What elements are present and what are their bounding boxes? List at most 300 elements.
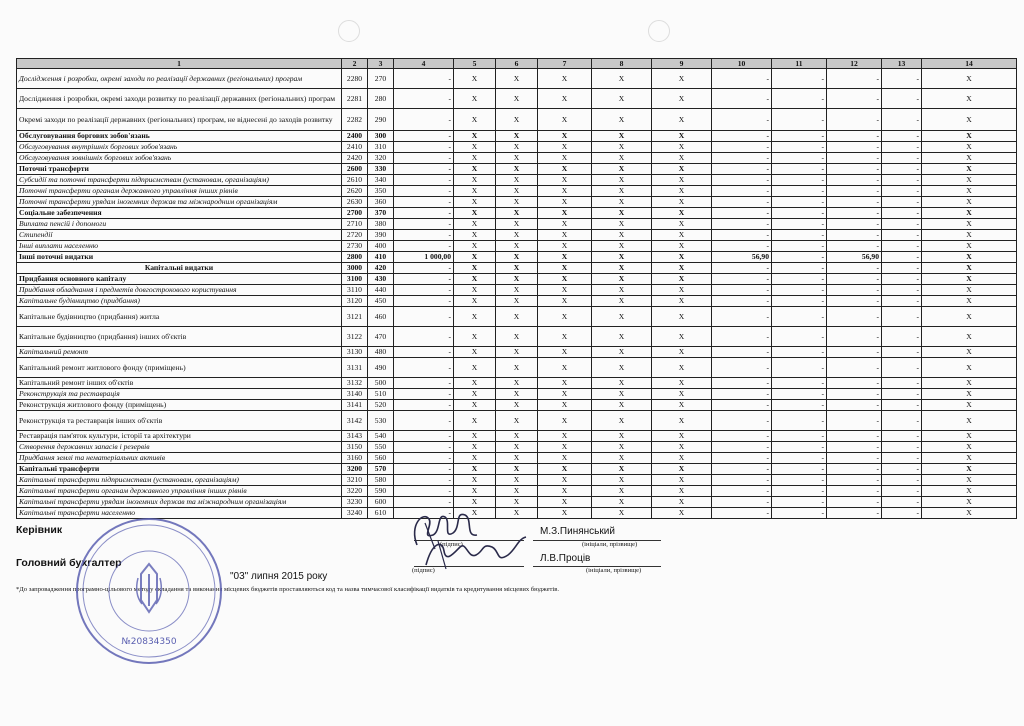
row-cell-col-7: X xyxy=(538,285,592,296)
row-cell-col-4: - xyxy=(394,197,454,208)
table-row xyxy=(17,358,1017,378)
row-cell-col-6: X xyxy=(496,186,538,197)
row-cell-col-6: X xyxy=(496,378,538,389)
row-label: Реконструкція та реставрація xyxy=(17,389,342,400)
row-cell-col-11: - xyxy=(772,453,827,464)
row-cell-col-5: X xyxy=(454,378,496,389)
row-cell-col-10: - xyxy=(712,307,772,327)
row-cell-col-12: - xyxy=(827,389,882,400)
row-cell-col-14: X xyxy=(922,109,1017,131)
row-cell-col-8: X xyxy=(592,307,652,327)
row-cell-col-8: X xyxy=(592,431,652,442)
row-cell-col-2: 2280 xyxy=(342,69,368,89)
row-cell-col-7: X xyxy=(538,453,592,464)
row-cell-col-4: 1 000,00 xyxy=(394,252,454,263)
accountant-name: Л.В.Проців xyxy=(540,553,591,564)
row-cell-col-2: 3220 xyxy=(342,486,368,497)
row-cell-col-6: X xyxy=(496,252,538,263)
row-cell-col-14: X xyxy=(922,431,1017,442)
row-cell-col-2: 2420 xyxy=(342,153,368,164)
row-cell-col-4: - xyxy=(394,431,454,442)
row-cell-col-12: - xyxy=(827,230,882,241)
row-cell-col-7: X xyxy=(538,219,592,230)
row-cell-col-9: X xyxy=(652,197,712,208)
row-cell-col-12: - xyxy=(827,89,882,109)
row-cell-col-5: X xyxy=(454,358,496,378)
row-cell-col-4: - xyxy=(394,175,454,186)
row-cell-col-3: 330 xyxy=(368,164,394,175)
row-cell-col-13: - xyxy=(882,142,922,153)
row-cell-col-14: X xyxy=(922,153,1017,164)
row-cell-col-8: X xyxy=(592,241,652,252)
row-cell-col-2: 2282 xyxy=(342,109,368,131)
row-cell-col-3: 360 xyxy=(368,197,394,208)
row-cell-col-12: - xyxy=(827,142,882,153)
row-cell-col-8: X xyxy=(592,389,652,400)
row-cell-col-5: X xyxy=(454,109,496,131)
row-cell-col-13: - xyxy=(882,475,922,486)
row-cell-col-7: X xyxy=(538,378,592,389)
row-cell-col-9: X xyxy=(652,175,712,186)
row-cell-col-3: 560 xyxy=(368,453,394,464)
row-cell-col-9: X xyxy=(652,389,712,400)
row-cell-col-4: - xyxy=(394,486,454,497)
row-cell-col-2: 3143 xyxy=(342,431,368,442)
row-cell-col-10: - xyxy=(712,442,772,453)
row-cell-col-6: X xyxy=(496,285,538,296)
row-cell-col-11: - xyxy=(772,285,827,296)
row-cell-col-12: - xyxy=(827,241,882,252)
row-cell-col-4: - xyxy=(394,378,454,389)
row-cell-col-3: 450 xyxy=(368,296,394,307)
row-cell-col-7: X xyxy=(538,263,592,274)
row-cell-col-11: - xyxy=(772,274,827,285)
row-cell-col-14: X xyxy=(922,411,1017,431)
accountant-signature-line xyxy=(414,566,524,567)
row-cell-col-5: X xyxy=(454,252,496,263)
table-row xyxy=(17,327,1017,347)
row-cell-col-14: X xyxy=(922,389,1017,400)
row-cell-col-7: X xyxy=(538,197,592,208)
table-row xyxy=(17,186,1017,197)
row-cell-col-5: X xyxy=(454,219,496,230)
row-cell-col-4: - xyxy=(394,508,454,519)
row-cell-col-6: X xyxy=(496,497,538,508)
row-cell-col-10: - xyxy=(712,175,772,186)
row-cell-col-6: X xyxy=(496,109,538,131)
row-cell-col-9: X xyxy=(652,296,712,307)
row-cell-col-13: - xyxy=(882,197,922,208)
row-label: Капітальне будівництво (придбання) житла xyxy=(17,307,342,327)
table-row xyxy=(17,131,1017,142)
row-cell-col-8: X xyxy=(592,109,652,131)
row-cell-col-6: X xyxy=(496,263,538,274)
round-stamp-image xyxy=(74,516,224,666)
expenditure-table xyxy=(16,58,1017,519)
table-row xyxy=(17,153,1017,164)
row-cell-col-3: 410 xyxy=(368,252,394,263)
row-cell-col-5: X xyxy=(454,508,496,519)
table-row xyxy=(17,285,1017,296)
row-cell-col-8: X xyxy=(592,142,652,153)
row-cell-col-8: X xyxy=(592,164,652,175)
row-cell-col-3: 430 xyxy=(368,274,394,285)
row-cell-col-10: - xyxy=(712,453,772,464)
row-cell-col-7: X xyxy=(538,164,592,175)
row-cell-col-13: - xyxy=(882,263,922,274)
row-cell-col-11: - xyxy=(772,230,827,241)
row-cell-col-2: 3120 xyxy=(342,296,368,307)
row-cell-col-12: - xyxy=(827,263,882,274)
row-cell-col-13: - xyxy=(882,252,922,263)
row-cell-col-10: - xyxy=(712,230,772,241)
row-cell-col-6: X xyxy=(496,442,538,453)
row-cell-col-11: - xyxy=(772,389,827,400)
row-cell-col-14: X xyxy=(922,274,1017,285)
row-label: Поточні трансферти xyxy=(17,164,342,175)
row-cell-col-10: - xyxy=(712,109,772,131)
row-cell-col-5: X xyxy=(454,263,496,274)
row-cell-col-6: X xyxy=(496,274,538,285)
row-cell-col-4: - xyxy=(394,241,454,252)
table-row xyxy=(17,508,1017,519)
row-cell-col-6: X xyxy=(496,175,538,186)
row-cell-col-7: X xyxy=(538,497,592,508)
table-row xyxy=(17,431,1017,442)
row-cell-col-4: - xyxy=(394,89,454,109)
row-cell-col-7: X xyxy=(538,347,592,358)
row-label: Капітальне будівництво (придбання) інших об'єктів xyxy=(17,327,342,347)
column-header: 9 xyxy=(652,59,712,69)
table-row xyxy=(17,497,1017,508)
row-cell-col-5: X xyxy=(454,400,496,411)
row-cell-col-12: - xyxy=(827,219,882,230)
row-cell-col-9: X xyxy=(652,219,712,230)
row-cell-col-14: X xyxy=(922,263,1017,274)
row-cell-col-13: - xyxy=(882,296,922,307)
accountant-name-line xyxy=(533,566,661,567)
row-cell-col-13: - xyxy=(882,497,922,508)
row-cell-col-10: - xyxy=(712,464,772,475)
row-cell-col-2: 3240 xyxy=(342,508,368,519)
row-cell-col-11: - xyxy=(772,186,827,197)
row-cell-col-4: - xyxy=(394,164,454,175)
row-cell-col-3: 600 xyxy=(368,497,394,508)
row-label: Обслуговування внутрішніх боргових зобов'язань xyxy=(17,142,342,153)
table-row xyxy=(17,241,1017,252)
row-cell-col-11: - xyxy=(772,197,827,208)
row-cell-col-13: - xyxy=(882,358,922,378)
row-cell-col-3: 460 xyxy=(368,307,394,327)
row-cell-col-14: X xyxy=(922,442,1017,453)
row-cell-col-13: - xyxy=(882,164,922,175)
row-cell-col-10: - xyxy=(712,186,772,197)
row-cell-col-10: - xyxy=(712,274,772,285)
row-cell-col-13: - xyxy=(882,431,922,442)
row-cell-col-10: - xyxy=(712,219,772,230)
row-cell-col-11: - xyxy=(772,347,827,358)
row-cell-col-14: X xyxy=(922,497,1017,508)
table-row xyxy=(17,400,1017,411)
row-label: Створення державних запасів і резервів xyxy=(17,442,342,453)
row-cell-col-12: - xyxy=(827,208,882,219)
row-cell-col-3: 530 xyxy=(368,411,394,431)
row-cell-col-10: - xyxy=(712,475,772,486)
table-row xyxy=(17,475,1017,486)
row-label: Реконструкція житлового фонду (приміщень) xyxy=(17,400,342,411)
row-cell-col-8: X xyxy=(592,208,652,219)
row-cell-col-2: 3131 xyxy=(342,358,368,378)
row-cell-col-4: - xyxy=(394,69,454,89)
row-cell-col-5: X xyxy=(454,186,496,197)
row-cell-col-12: - xyxy=(827,400,882,411)
row-cell-col-8: X xyxy=(592,378,652,389)
table-row xyxy=(17,142,1017,153)
row-cell-col-4: - xyxy=(394,230,454,241)
footnote: *До запровадження програмно-цільового методу складання та виконання місцевих бюджетів проставляються код та назва тимчасової класифікації видатків та кредитування місцевих бюджетів. xyxy=(16,586,559,593)
row-cell-col-11: - xyxy=(772,411,827,431)
row-cell-col-13: - xyxy=(882,486,922,497)
row-cell-col-6: X xyxy=(496,453,538,464)
row-cell-col-9: X xyxy=(652,411,712,431)
director-name-line xyxy=(533,540,661,541)
row-cell-col-11: - xyxy=(772,69,827,89)
row-cell-col-11: - xyxy=(772,109,827,131)
row-label: Дослідження і розробки, окремі заходи розвитку по реалізації державних (регіональних) програм xyxy=(17,89,342,109)
row-cell-col-9: X xyxy=(652,486,712,497)
row-cell-col-4: - xyxy=(394,327,454,347)
row-cell-col-5: X xyxy=(454,69,496,89)
row-cell-col-10: - xyxy=(712,389,772,400)
row-cell-col-11: - xyxy=(772,296,827,307)
row-cell-col-2: 3230 xyxy=(342,497,368,508)
row-cell-col-5: X xyxy=(454,431,496,442)
row-cell-col-3: 550 xyxy=(368,442,394,453)
expenditure-report-sheet xyxy=(16,58,1016,519)
row-cell-col-12: - xyxy=(827,109,882,131)
row-cell-col-3: 370 xyxy=(368,208,394,219)
row-cell-col-5: X xyxy=(454,153,496,164)
row-cell-col-2: 3200 xyxy=(342,464,368,475)
row-cell-col-2: 3130 xyxy=(342,347,368,358)
row-cell-col-13: - xyxy=(882,131,922,142)
row-cell-col-7: X xyxy=(538,252,592,263)
row-cell-col-8: X xyxy=(592,230,652,241)
row-cell-col-11: - xyxy=(772,442,827,453)
row-cell-col-10: - xyxy=(712,285,772,296)
column-header: 7 xyxy=(538,59,592,69)
row-cell-col-3: 340 xyxy=(368,175,394,186)
row-cell-col-4: - xyxy=(394,274,454,285)
row-label: Реставрація пам'яток культури, історії та архітектури xyxy=(17,431,342,442)
row-cell-col-12: - xyxy=(827,431,882,442)
column-header: 12 xyxy=(827,59,882,69)
row-cell-col-10: - xyxy=(712,153,772,164)
row-cell-col-6: X xyxy=(496,197,538,208)
row-cell-col-8: X xyxy=(592,274,652,285)
row-cell-col-4: - xyxy=(394,142,454,153)
row-cell-col-9: X xyxy=(652,358,712,378)
row-cell-col-9: X xyxy=(652,497,712,508)
row-cell-col-11: - xyxy=(772,252,827,263)
row-cell-col-13: - xyxy=(882,230,922,241)
row-cell-col-8: X xyxy=(592,186,652,197)
row-cell-col-7: X xyxy=(538,175,592,186)
column-number-header-row xyxy=(17,59,1017,69)
table-row xyxy=(17,274,1017,285)
row-cell-col-3: 570 xyxy=(368,464,394,475)
accountant-name-caption: (ініціали, прізвище) xyxy=(586,567,642,574)
row-cell-col-9: X xyxy=(652,285,712,296)
row-cell-col-5: X xyxy=(454,453,496,464)
table-row xyxy=(17,263,1017,274)
row-cell-col-13: - xyxy=(882,241,922,252)
row-cell-col-10: - xyxy=(712,327,772,347)
row-cell-col-11: - xyxy=(772,475,827,486)
row-cell-col-9: X xyxy=(652,186,712,197)
row-cell-col-10: - xyxy=(712,197,772,208)
row-cell-col-14: X xyxy=(922,131,1017,142)
table-row xyxy=(17,69,1017,89)
row-cell-col-10: - xyxy=(712,164,772,175)
row-cell-col-7: X xyxy=(538,153,592,164)
row-cell-col-13: - xyxy=(882,508,922,519)
row-cell-col-3: 380 xyxy=(368,219,394,230)
row-cell-col-5: X xyxy=(454,347,496,358)
row-cell-col-14: X xyxy=(922,296,1017,307)
row-cell-col-5: X xyxy=(454,197,496,208)
row-cell-col-11: - xyxy=(772,307,827,327)
row-cell-col-6: X xyxy=(496,389,538,400)
row-label: Поточні трансферти органам державного управління інших рівнів xyxy=(17,186,342,197)
row-cell-col-12: - xyxy=(827,307,882,327)
row-cell-col-2: 3160 xyxy=(342,453,368,464)
row-cell-col-14: X xyxy=(922,89,1017,109)
row-cell-col-8: X xyxy=(592,453,652,464)
row-cell-col-13: - xyxy=(882,69,922,89)
row-cell-col-12: - xyxy=(827,164,882,175)
row-cell-col-8: X xyxy=(592,197,652,208)
row-cell-col-2: 2700 xyxy=(342,208,368,219)
table-row xyxy=(17,175,1017,186)
row-cell-col-11: - xyxy=(772,497,827,508)
column-header: 8 xyxy=(592,59,652,69)
row-cell-col-7: X xyxy=(538,131,592,142)
row-cell-col-3: 500 xyxy=(368,378,394,389)
row-cell-col-2: 3121 xyxy=(342,307,368,327)
row-cell-col-8: X xyxy=(592,400,652,411)
row-cell-col-6: X xyxy=(496,411,538,431)
row-cell-col-2: 3132 xyxy=(342,378,368,389)
row-cell-col-3: 350 xyxy=(368,186,394,197)
row-cell-col-9: X xyxy=(652,378,712,389)
row-cell-col-9: X xyxy=(652,431,712,442)
row-cell-col-9: X xyxy=(652,508,712,519)
row-cell-col-7: X xyxy=(538,475,592,486)
row-cell-col-2: 2630 xyxy=(342,197,368,208)
row-cell-col-8: X xyxy=(592,464,652,475)
row-cell-col-2: 2620 xyxy=(342,186,368,197)
row-cell-col-2: 2400 xyxy=(342,131,368,142)
row-cell-col-5: X xyxy=(454,442,496,453)
row-cell-col-14: X xyxy=(922,400,1017,411)
row-cell-col-10: - xyxy=(712,142,772,153)
row-cell-col-2: 2281 xyxy=(342,89,368,109)
row-cell-col-10: - xyxy=(712,208,772,219)
row-cell-col-2: 3142 xyxy=(342,411,368,431)
row-cell-col-13: - xyxy=(882,307,922,327)
accountant-signature-image xyxy=(420,533,530,573)
row-cell-col-4: - xyxy=(394,400,454,411)
row-cell-col-9: X xyxy=(652,142,712,153)
row-cell-col-14: X xyxy=(922,327,1017,347)
row-cell-col-6: X xyxy=(496,164,538,175)
row-cell-col-13: - xyxy=(882,442,922,453)
row-cell-col-13: - xyxy=(882,327,922,347)
row-cell-col-2: 3110 xyxy=(342,285,368,296)
row-cell-col-6: X xyxy=(496,475,538,486)
row-cell-col-9: X xyxy=(652,109,712,131)
row-cell-col-3: 510 xyxy=(368,389,394,400)
table-row xyxy=(17,219,1017,230)
row-cell-col-4: - xyxy=(394,153,454,164)
row-cell-col-6: X xyxy=(496,89,538,109)
row-label: Капітальні трансферти населенню xyxy=(17,508,342,519)
row-cell-col-7: X xyxy=(538,442,592,453)
row-cell-col-3: 470 xyxy=(368,327,394,347)
row-cell-col-4: - xyxy=(394,186,454,197)
column-header: 14 xyxy=(922,59,1017,69)
row-cell-col-3: 610 xyxy=(368,508,394,519)
row-cell-col-6: X xyxy=(496,347,538,358)
row-cell-col-2: 2800 xyxy=(342,252,368,263)
row-cell-col-4: - xyxy=(394,497,454,508)
row-cell-col-8: X xyxy=(592,508,652,519)
row-cell-col-10: - xyxy=(712,69,772,89)
row-cell-col-14: X xyxy=(922,358,1017,378)
row-cell-col-5: X xyxy=(454,411,496,431)
row-cell-col-7: X xyxy=(538,186,592,197)
table-row xyxy=(17,208,1017,219)
row-label: Капітальні трансферти органам державного управління інших рівнів xyxy=(17,486,342,497)
row-cell-col-11: - xyxy=(772,464,827,475)
table-row xyxy=(17,230,1017,241)
row-label: Придбання основного капіталу xyxy=(17,274,342,285)
row-label: Соціальне забезпечення xyxy=(17,208,342,219)
row-cell-col-12: - xyxy=(827,153,882,164)
row-cell-col-8: X xyxy=(592,296,652,307)
row-cell-col-14: X xyxy=(922,252,1017,263)
column-header: 6 xyxy=(496,59,538,69)
row-cell-col-14: X xyxy=(922,175,1017,186)
row-label: Капітальні трансферти урядам іноземних держав та міжнародним організаціям xyxy=(17,497,342,508)
row-cell-col-3: 540 xyxy=(368,431,394,442)
row-cell-col-14: X xyxy=(922,241,1017,252)
row-cell-col-10: - xyxy=(712,486,772,497)
column-header: 1 xyxy=(17,59,342,69)
row-cell-col-7: X xyxy=(538,486,592,497)
row-cell-col-5: X xyxy=(454,175,496,186)
row-cell-col-7: X xyxy=(538,307,592,327)
director-signature-caption: (підпис) xyxy=(440,541,463,548)
row-cell-col-6: X xyxy=(496,153,538,164)
row-cell-col-7: X xyxy=(538,464,592,475)
row-cell-col-9: X xyxy=(652,241,712,252)
row-cell-col-12: - xyxy=(827,186,882,197)
row-cell-col-4: - xyxy=(394,358,454,378)
row-cell-col-13: - xyxy=(882,453,922,464)
row-label: Обслуговування зовнішніх боргових зобов'язань xyxy=(17,153,342,164)
